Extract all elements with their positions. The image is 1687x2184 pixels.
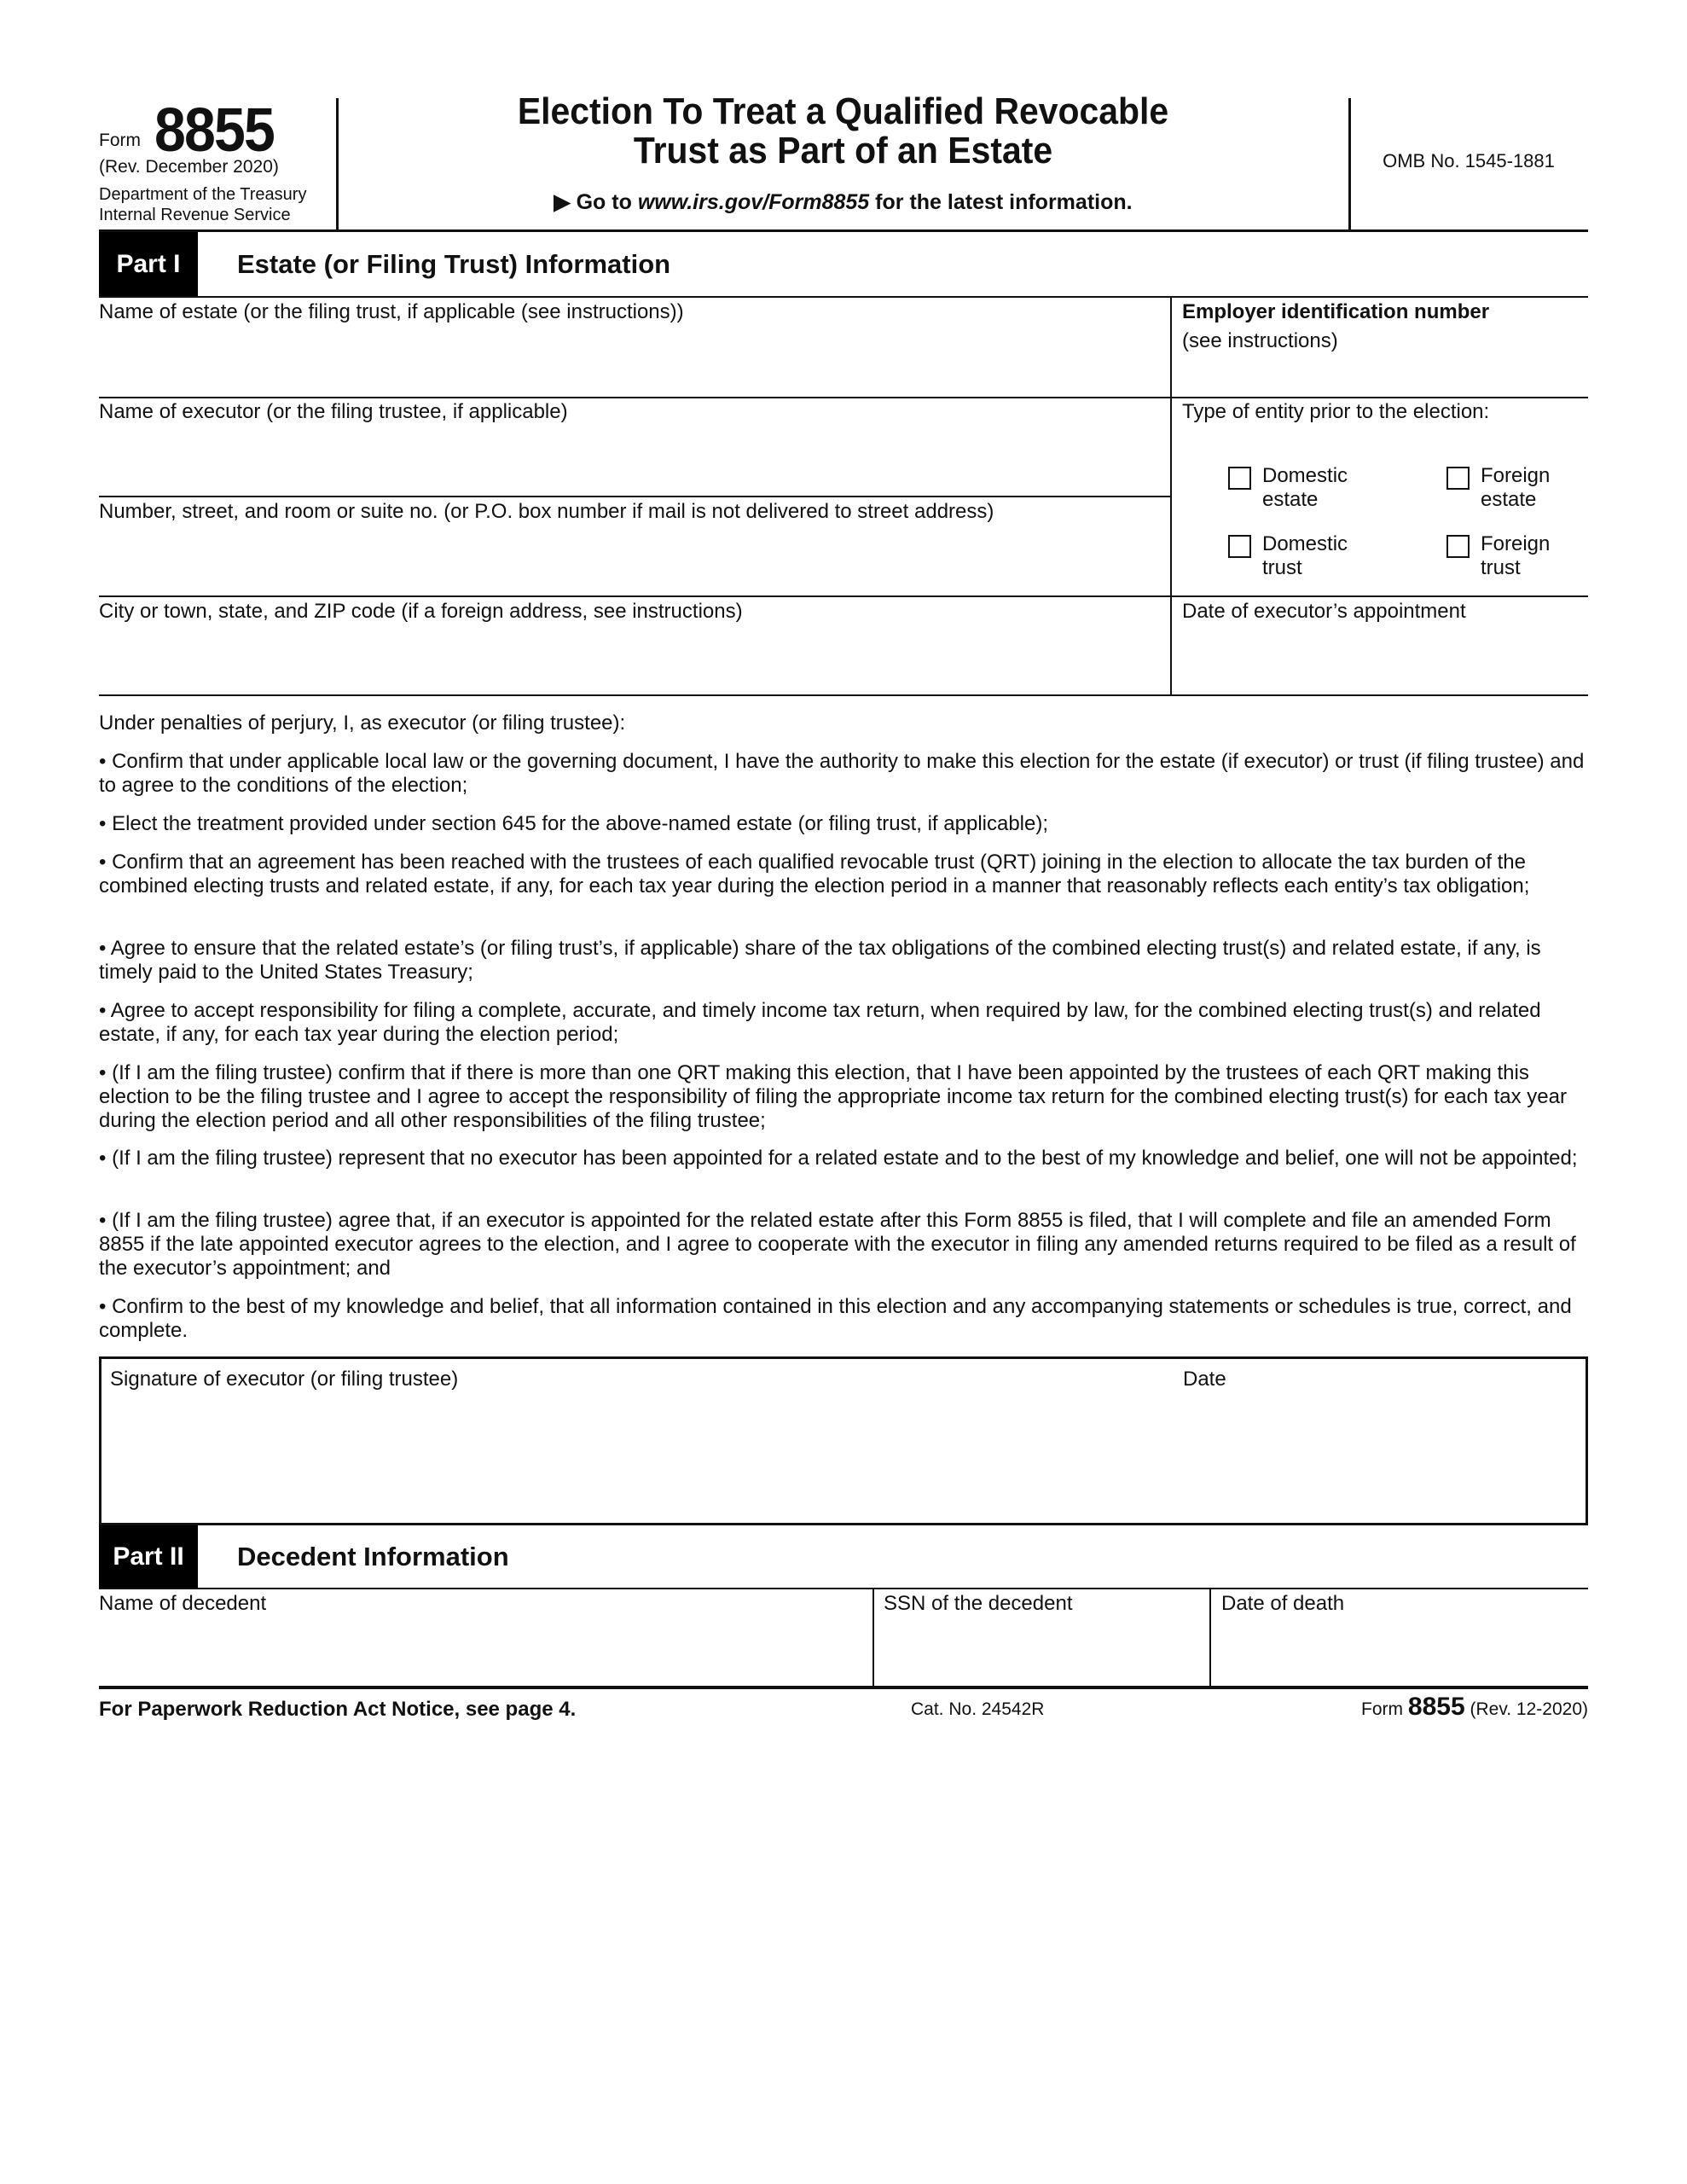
- entity-type-label: Type of entity prior to the election:: [1182, 400, 1490, 423]
- street-address-field[interactable]: [99, 500, 1165, 594]
- department: Department of the Treasury: [99, 185, 307, 204]
- part1-top-rule: [99, 296, 1588, 298]
- title-line-1: Election To Treat a Qualified Revocable: [517, 90, 1169, 132]
- city-state-zip-label: City or town, state, and ZIP code (if a foreign address, see instructions): [99, 600, 743, 623]
- ein-field[interactable]: [1182, 300, 1583, 394]
- date-of-death-label: Date of death: [1221, 1592, 1345, 1615]
- catalog-number: Cat. No. 24542R: [911, 1699, 1045, 1719]
- declaration-bullet: • (If I am the filing trustee) agree that, if an executor is appointed for the related estate after this Form 8855 is filed, that I will complete and file an amended Form 8855 if the late appointed executor agrees to the election, and I agree to cooperate with the executor in filing any amended returns required to be filed as a result of the executor’s appointment; and: [99, 1209, 1576, 1280]
- part1-title: Estate (or Filing Trust) Information: [237, 249, 671, 279]
- declaration-bullet: • Agree to ensure that the related estate’s (or filing trust’s, if applicable) share of the tax obligations of the combined electing trust(s) and related estate, if any, is timely paid to the United States Treasury;: [99, 937, 1541, 984]
- street-address-label: Number, street, and room or suite no. (or P.O. box number if mail is not delivered to street address): [99, 500, 994, 523]
- agency-info: [99, 184, 306, 225]
- estate-name-label: Name of estate (or the filing trust, if applicable (see instructions)): [99, 300, 684, 323]
- paperwork-notice: For Paperwork Reduction Act Notice, see page 4.: [99, 1698, 577, 1721]
- part1-label: Part I: [99, 232, 198, 297]
- row-rule: [99, 595, 1588, 597]
- title-line-2: Trust as Part of an Estate: [633, 130, 1053, 171]
- declaration-bullet: • Confirm that an agreement has been reached with the trustees of each qualified revocable trust (QRT) joining in the election to allocate the tax burden of the combined electing trusts and related estate, if any, for each tax year during the election period in a manner that reasonably reflects each entity’s tax obligation;: [99, 851, 1530, 897]
- decedent-name-label: Name of decedent: [99, 1592, 267, 1615]
- signature-label: Signature of executor (or filing trustee): [110, 1368, 459, 1391]
- omb-number: OMB No. 1545-1881: [1383, 150, 1555, 171]
- declaration-bullet: • (If I am the filing trustee) represent that no executor has been appointed for a related estate and to the best of my knowledge and belief, one will not be appointed;: [99, 1147, 1578, 1170]
- executor-appointment-date-field[interactable]: [1182, 600, 1583, 694]
- form-title: [373, 92, 1314, 171]
- form-number: 8855: [154, 96, 274, 165]
- form-word: Form: [99, 131, 141, 150]
- row-rule: [99, 496, 1171, 497]
- part2-title: Decedent Information: [237, 1542, 509, 1571]
- declaration-intro: Under penalties of perjury, I, as executor (or filing trustee):: [99, 712, 626, 735]
- signature-box: [99, 1356, 1588, 1525]
- part2-top-rule: [99, 1588, 1588, 1589]
- ein-sublabel: (see instructions): [1182, 329, 1338, 352]
- signature-date-label: Date: [1183, 1368, 1226, 1391]
- part2-bottom-rule: [99, 1686, 1588, 1689]
- column-divider: [1170, 297, 1172, 695]
- executor-name-label: Name of executor (or the filing trustee, if applicable): [99, 400, 568, 423]
- date-of-death-field[interactable]: [1221, 1592, 1586, 1684]
- declaration-bullet: • (If I am the filing trustee) confirm that if there is more than one QRT making this election, that I have been appointed by the trustees of each QRT making this election to be the filing trustee and I agree to accept the responsibility of filing the appropriate income tax return for the combined electing trust(s) for each tax year during the election period and all other responsibilities of the filing trustee;: [99, 1061, 1567, 1132]
- column-divider: [1209, 1589, 1211, 1687]
- irs-link[interactable]: www.irs.gov/Form8855: [637, 190, 870, 214]
- form-revision: (Rev. December 2020): [99, 157, 279, 177]
- row-rule: [99, 397, 1588, 398]
- ein-label: Employer identification number: [1182, 300, 1490, 323]
- city-state-zip-field[interactable]: [99, 600, 1165, 694]
- declaration-bullet: • Agree to accept responsibility for filing a complete, accurate, and timely income tax return, when required by law, for the combined electing trust(s) and related estate, if any, for each tax year during the election period;: [99, 999, 1541, 1046]
- agency: Internal Revenue Service: [99, 206, 291, 224]
- domestic-estate-label: Domestic estate: [1262, 464, 1348, 511]
- domestic-trust-checkbox[interactable]: [1228, 535, 1251, 558]
- column-divider: [872, 1589, 874, 1687]
- executor-name-field[interactable]: [99, 400, 1165, 496]
- declaration-bullet: • Elect the treatment provided under section 645 for the above-named estate (or filing trust, if applicable);: [99, 812, 1049, 835]
- domestic-trust-label: Domestic trust: [1262, 532, 1348, 579]
- foreign-trust-label: Foreign trust: [1481, 532, 1551, 579]
- estate-name-field[interactable]: [99, 300, 1165, 396]
- signature-date-field[interactable]: [1183, 1368, 1575, 1517]
- arrow-right-icon: ▶: [554, 190, 571, 214]
- foreign-estate-label: Foreign estate: [1481, 464, 1551, 511]
- footer-form-id: Form 8855 (Rev. 12-2020): [1361, 1693, 1588, 1721]
- goto-instructions: ▶ Go to www.irs.gov/Form8855 for the latest information.: [554, 190, 1133, 214]
- declaration-bullet: • Confirm to the best of my knowledge and belief, that all information contained in this election and any accompanying statements or schedules is true, correct, and complete.: [99, 1295, 1572, 1342]
- foreign-estate-checkbox[interactable]: [1446, 467, 1470, 490]
- row-rule: [99, 694, 1588, 696]
- decedent-ssn-field[interactable]: [884, 1592, 1208, 1684]
- foreign-trust-checkbox[interactable]: [1446, 535, 1470, 558]
- part2-label: Part II: [99, 1525, 198, 1589]
- executor-appointment-date-label: Date of executor’s appointment: [1182, 600, 1466, 623]
- signature-field[interactable]: [110, 1368, 1168, 1517]
- header-bottom-rule: [99, 229, 1588, 232]
- decedent-ssn-label: SSN of the decedent: [884, 1592, 1073, 1615]
- domestic-estate-checkbox[interactable]: [1228, 467, 1251, 490]
- declaration-bullet: • Confirm that under applicable local law or the governing document, I have the authority to make this election for the estate (if executor) or trust (if filing trustee) and to agree to the conditions of the election;: [99, 750, 1585, 797]
- decedent-name-field[interactable]: [99, 1592, 867, 1684]
